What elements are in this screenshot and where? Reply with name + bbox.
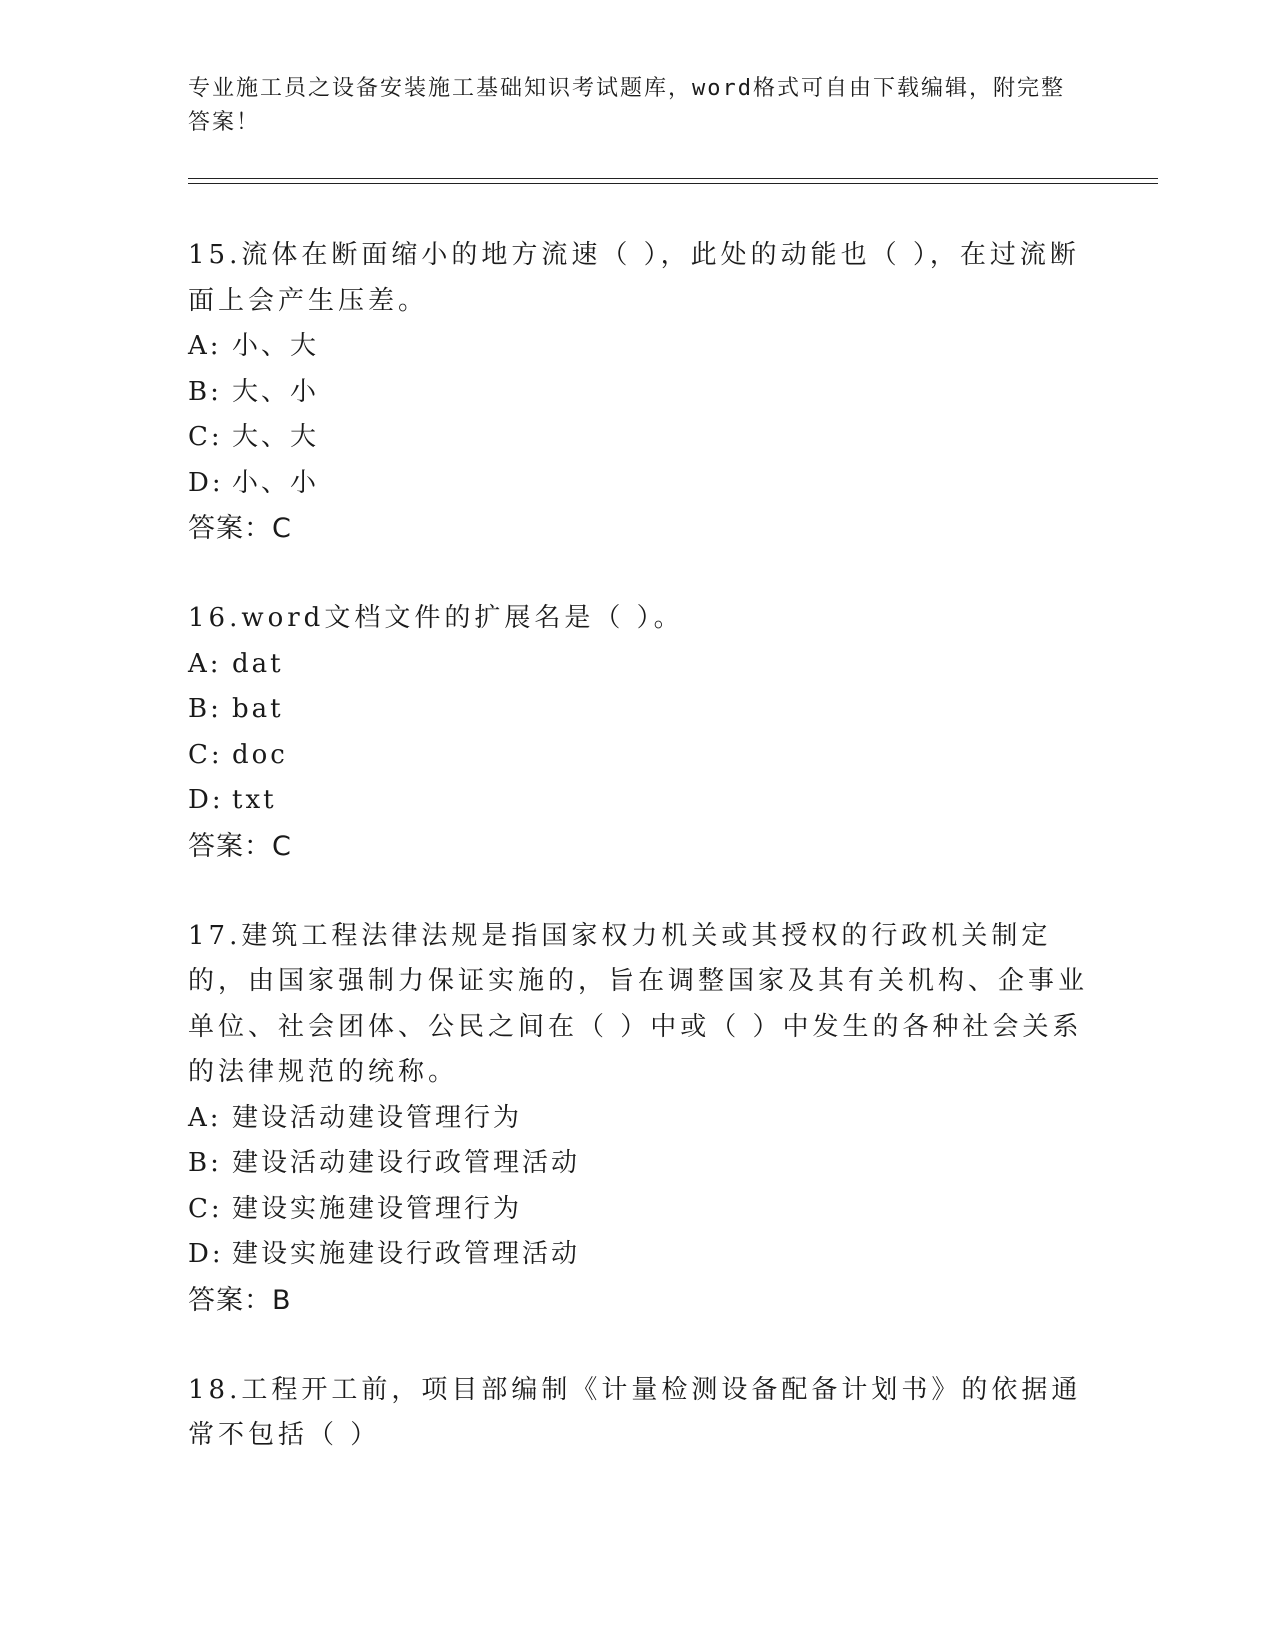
option-d <box>188 778 1088 824</box>
option-letter: B: <box>188 694 222 724</box>
answer-line: 答案：B <box>188 1284 292 1316</box>
option-text: 建设实施建设管理行为 <box>232 1193 523 1224</box>
option-text: 建设实施建设行政管理活动 <box>232 1239 581 1269</box>
header-divider <box>188 178 1158 184</box>
question-16 <box>188 596 1088 870</box>
question-15 <box>188 233 1088 552</box>
option-c <box>188 415 1088 461</box>
option-d <box>188 1232 1088 1278</box>
answer-line: 答案：C <box>188 830 292 862</box>
question-stem: 16.word文档文件的扩展名是（ ）。 <box>188 603 684 633</box>
option-text: 大、大 <box>232 422 320 452</box>
option-letter: D: <box>188 467 224 498</box>
option-c <box>188 1187 1088 1233</box>
option-c <box>188 733 1088 779</box>
option-b <box>188 687 1088 733</box>
question-17 <box>188 914 1088 1324</box>
option-letter: A: <box>188 1102 222 1133</box>
option-text: txt <box>232 785 277 815</box>
option-text: 建设活动建设行政管理活动 <box>232 1148 581 1178</box>
option-text: 小、大 <box>232 331 320 361</box>
option-letter: B: <box>188 376 222 407</box>
option-text: 小、小 <box>232 467 320 498</box>
option-letter: D: <box>188 785 224 815</box>
option-letter: C: <box>188 739 223 770</box>
option-letter: C: <box>188 422 223 452</box>
answer-line: 答案：C <box>188 513 292 544</box>
option-text: 大、小 <box>232 376 320 407</box>
question-stem: 15.流体在断面缩小的地方流速（ ），此处的动能也（ ），在过流断面上会产生压差。 <box>188 240 1080 316</box>
option-letter: D: <box>188 1239 224 1269</box>
document-intro: 专业施工员之设备安装施工基础知识考试题库，word格式可自由下载编辑，附完整答案！ <box>188 76 1065 135</box>
option-letter: B: <box>188 1148 222 1178</box>
option-b <box>188 370 1088 416</box>
option-text: dat <box>232 648 284 679</box>
question-list <box>188 233 1088 1503</box>
question-18 <box>188 1368 1088 1459</box>
option-a <box>188 642 1088 688</box>
option-d <box>188 461 1088 507</box>
option-a <box>188 324 1088 370</box>
option-text: 建设活动建设管理行为 <box>232 1102 523 1133</box>
question-stem: 18.工程开工前，项目部编制《计量检测设备配备计划书》的依据通常不包括（ ） <box>188 1374 1082 1450</box>
option-text: doc <box>232 739 288 770</box>
option-a <box>188 1096 1088 1142</box>
option-letter: A: <box>188 648 222 679</box>
option-letter: A: <box>188 331 222 361</box>
question-stem: 17.建筑工程法律法规是指国家权力机关或其授权的行政机关制定的，由国家强制力保证实施的，旨在调整国家及其有关机构、企事业单位、社会团体、公民之间在（ ）中或（ ）中发生的各种社会关系的法律规范的统称。 <box>188 920 1089 1087</box>
option-text: bat <box>232 694 284 724</box>
option-letter: C: <box>188 1193 223 1224</box>
option-b <box>188 1141 1088 1187</box>
